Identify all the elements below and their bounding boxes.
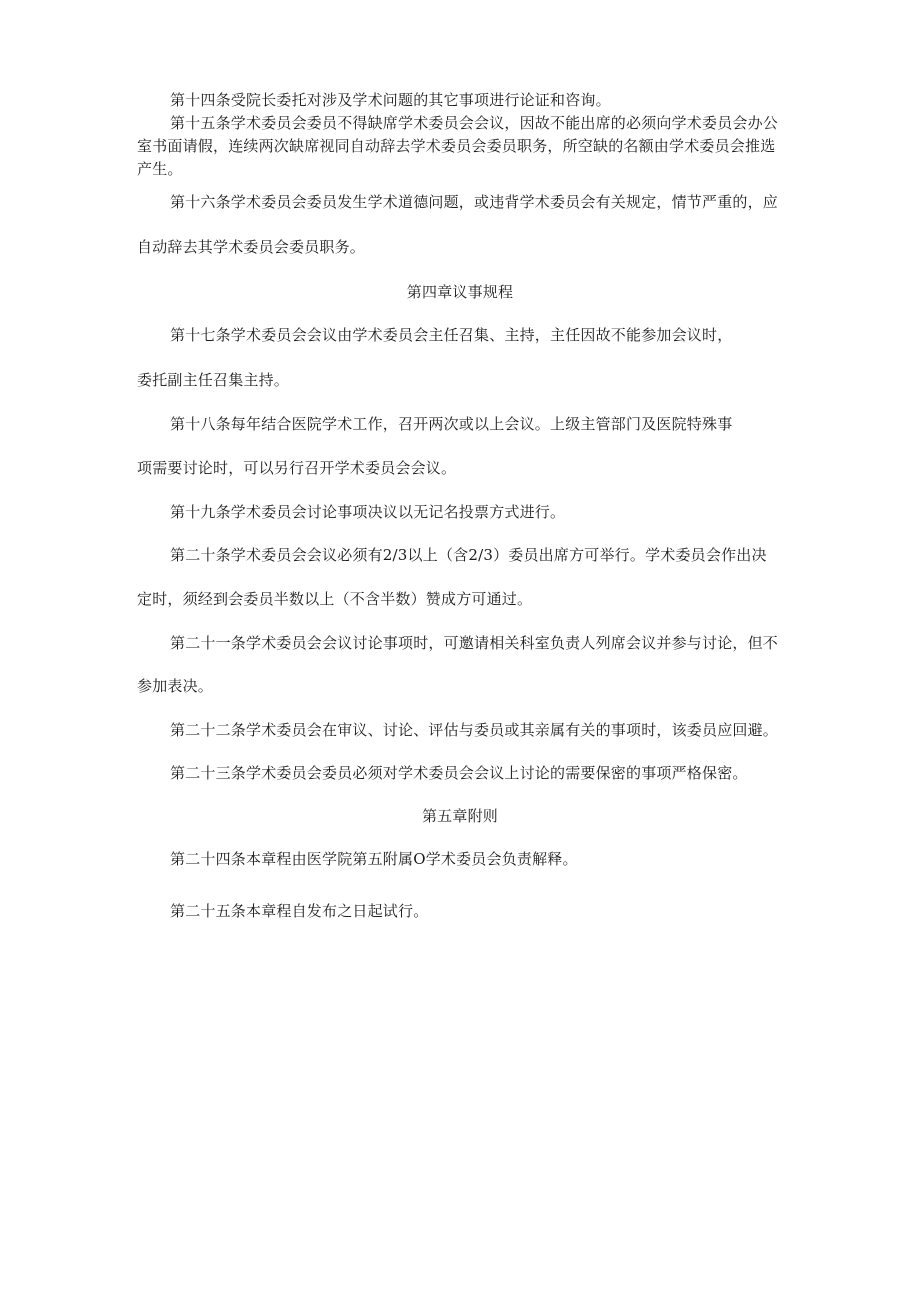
article-15-line-2: 室书面请假，连续两次缺席视同自动辞去学术委员会委员职务，所空缺的名额由学术委员会推选 xyxy=(137,137,776,155)
article-21-line-2: 参加表决。 xyxy=(137,677,214,695)
article-14: 第十四条受院长委托对涉及学术问题的其它事项进行论证和咨询。 xyxy=(170,91,611,109)
article-23: 第二十三条学术委员会委员必须对学术委员会会议上讨论的需要保密的事项严格保密。 xyxy=(170,764,748,782)
article-25: 第二十五条本章程自发布之日起试行。 xyxy=(170,902,429,920)
chapter-4-heading: 第四章议事规程 xyxy=(406,283,514,301)
article-18-line-1: 第十八条每年结合医院学术工作，召开两次或以上会议。上级主管部门及医院特殊事 xyxy=(170,415,733,433)
article-17-line-1: 第十七条学术委员会会议由学术委员会主任召集、主持，主任因故不能参加会议时， xyxy=(170,326,733,344)
article-15-line-3: 产生。 xyxy=(137,160,183,178)
article-16-line-1: 第十六条学术委员会委员发生学术道德问题，或违背学术委员会有关规定，情节严重的，应 xyxy=(170,193,779,211)
article-20-line-1: 第二十条学术委员会会议必须有2/3以上（含2/3）委员出席方可举行。学术委员会作出决 xyxy=(170,546,767,564)
article-21-line-1: 第二十一条学术委员会会议讨论事项时，可邀请相关科室负责人列席会议并参与讨论，但不 xyxy=(170,634,779,652)
article-17-line-2: 委托副主任召集主持。 xyxy=(137,371,290,389)
article-24: 第二十四条本章程由医学院第五附属O学术委员会负责解释。 xyxy=(170,850,578,868)
article-19: 第十九条学术委员会讨论事项决议以无记名投票方式进行。 xyxy=(170,503,566,521)
article-18-line-2: 项需要讨论时，可以另行召开学术委员会会议。 xyxy=(137,459,457,477)
article-20-line-2: 定时，须经到会委员半数以上（不含半数）赞成方可通过。 xyxy=(137,590,533,608)
chapter-5-heading: 第五章附则 xyxy=(421,807,498,825)
article-22: 第二十二条学术委员会在审议、讨论、评估与委员或其亲属有关的事项时，该委员应回避。 xyxy=(170,721,779,739)
article-16-line-2: 自动辞去其学术委员会委员职务。 xyxy=(137,238,366,256)
article-15-line-1: 第十五条学术委员会委员不得缺席学术委员会会议，因故不能出席的必须向学术委员会办公 xyxy=(170,114,779,132)
